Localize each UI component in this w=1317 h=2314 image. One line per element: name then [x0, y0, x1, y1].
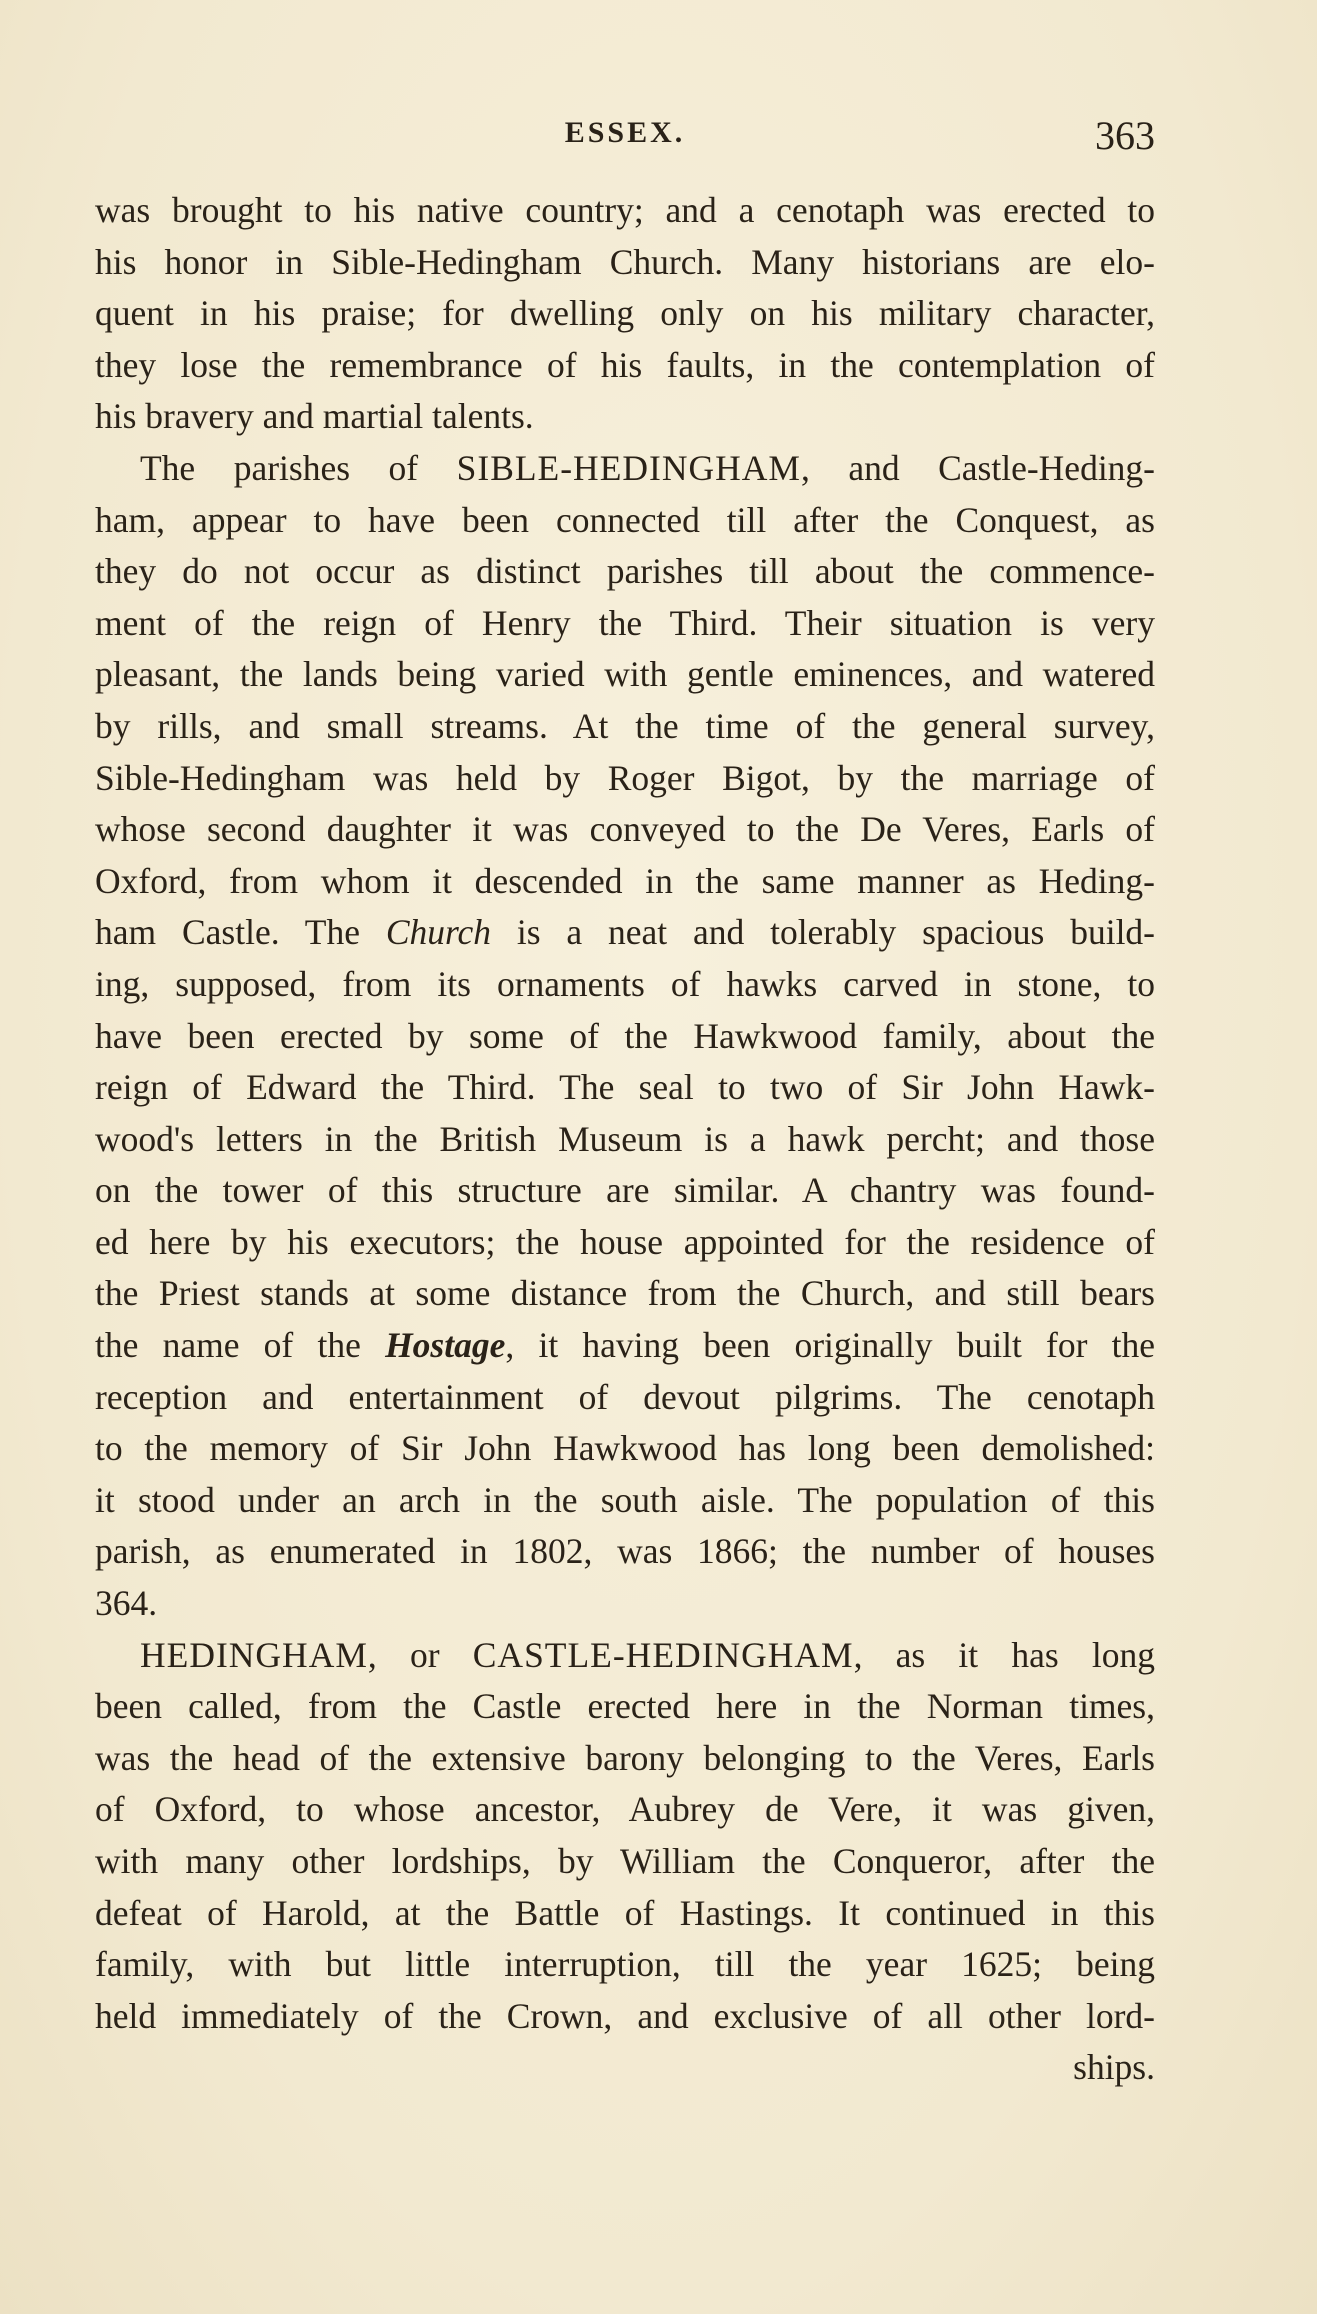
- text-line: ed here by his executors; the house appointed for the residence of: [95, 1221, 1155, 1262]
- text-line: defeat of Harold, at the Battle of Hastings. It continued in this: [95, 1892, 1155, 1933]
- body-text: [95, 185, 1155, 2094]
- running-head: ESSEX.: [564, 116, 686, 149]
- paragraph: [95, 1630, 1155, 2094]
- text-line: pleasant, the lands being varied with gentle eminences, and watered: [95, 654, 1155, 695]
- text-line: wood's letters in the British Museum is a hawk percht; and those: [95, 1118, 1155, 1159]
- text-line: Oxford, from whom it descended in the same manner as Heding-: [95, 860, 1155, 901]
- text-line: they lose the remembrance of his faults, in the contemplation of: [95, 344, 1155, 385]
- text-line: reception and entertainment of devout pilgrims. The cenotaph: [95, 1376, 1155, 1417]
- page-number: 363: [1095, 113, 1155, 158]
- text-line: quent in his praise; for dwelling only on his military character,: [95, 293, 1155, 334]
- text-line: been called, from the Castle erected here in the Norman times,: [95, 1686, 1155, 1727]
- text-line: by rills, and small streams. At the time of the general survey,: [95, 705, 1155, 746]
- place-name: SIBLE-HEDINGHAM: [456, 447, 801, 488]
- text-line: HEDINGHAM, or CASTLE-HEDINGHAM, as it has long: [140, 1634, 1155, 1675]
- text-line: ham, appear to have been connected till after the Conquest, as: [95, 499, 1155, 540]
- text-line: it stood under an arch in the south aisle. The population of this: [95, 1479, 1155, 1520]
- text-line: held immediately of the Crown, and exclusive of all other lord-: [95, 1995, 1155, 2036]
- place-name: CASTLE-HEDINGHAM: [472, 1634, 854, 1675]
- text-line: family, with but little interruption, till the year 1625; being: [95, 1944, 1155, 1985]
- italic-term: Church: [385, 912, 492, 953]
- paragraph: [95, 185, 1155, 443]
- text-line: ships.: [1073, 2047, 1155, 2088]
- text-line: they do not occur as distinct parishes till about the commence-: [95, 551, 1155, 592]
- text-line: Sible-Hedingham was held by Roger Bigot, by the marriage of: [95, 757, 1155, 798]
- text-line: with many other lordships, by William the Conqueror, after the: [95, 1841, 1155, 1881]
- paragraph: [95, 443, 1155, 1630]
- text-line: The parishes of SIBLE-HEDINGHAM, and Castle-Heding-: [140, 447, 1155, 488]
- italic-term: Hostage: [385, 1325, 506, 1366]
- text-line: the name of the Hostage, it having been originally built for the: [95, 1325, 1155, 1366]
- text-line: on the tower of this structure are similar. A chantry was found-: [95, 1170, 1155, 1211]
- text-line: his honor in Sible-Hedingham Church. Many historians are elo-: [95, 241, 1155, 282]
- text-line: of Oxford, to whose ancestor, Aubrey de Vere, it was given,: [95, 1789, 1155, 1830]
- text-line: to the memory of Sir John Hawkwood has long been demolished:: [95, 1428, 1155, 1469]
- text-line: parish, as enumerated in 1802, was 1866; the number of houses: [95, 1531, 1155, 1572]
- text-line: ing, supposed, from its ornaments of hawks carved in stone, to: [95, 963, 1155, 1004]
- page-header: [95, 108, 1155, 168]
- text-line: ham Castle. The Church is a neat and tolerably spacious build-: [95, 912, 1155, 953]
- text-line: whose second daughter it was conveyed to the De Veres, Earls of: [95, 809, 1155, 850]
- text-line: reign of Edward the Third. The seal to two of Sir John Hawk-: [95, 1067, 1155, 1108]
- text-line: was the head of the extensive barony belonging to the Veres, Earls: [95, 1737, 1155, 1778]
- text-line: the Priest stands at some distance from the Church, and still bears: [95, 1273, 1155, 1314]
- text-line: ment of the reign of Henry the Third. Their situation is very: [95, 602, 1155, 643]
- text-line: 364.: [95, 1583, 158, 1624]
- place-name: HEDINGHAM: [140, 1634, 368, 1675]
- text-line: was brought to his native country; and a cenotaph was erected to: [95, 190, 1155, 230]
- text-line: have been erected by some of the Hawkwood family, about the: [95, 1015, 1155, 1056]
- text-line: his bravery and martial talents.: [95, 396, 534, 437]
